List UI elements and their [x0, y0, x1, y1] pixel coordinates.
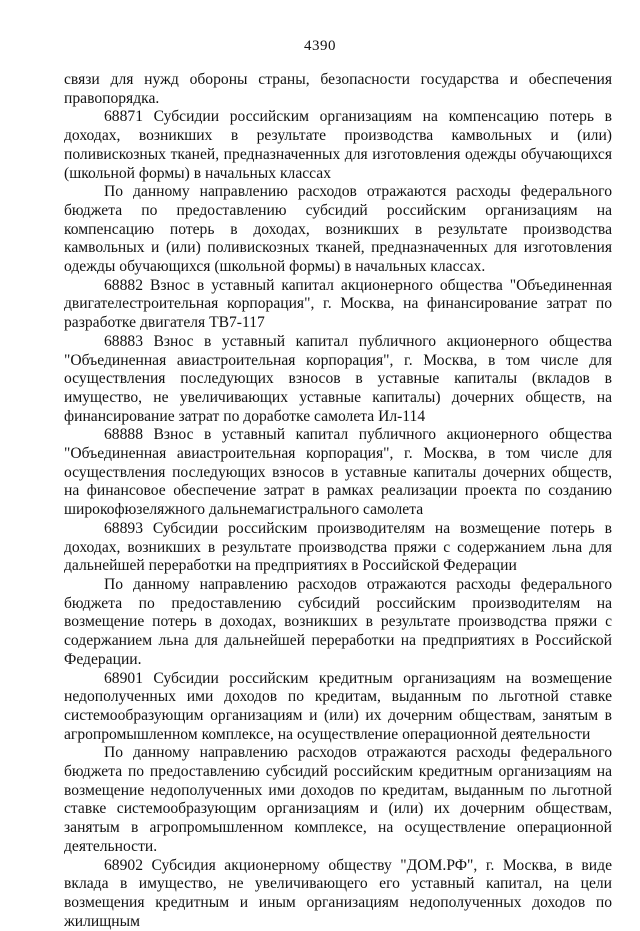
paragraph-68893-description: По данному направлению расходов отражаются расходы федерального бюджета по предоставлению субсидий российским производителям на возмещение потерь в доходах, возникших в результате производства пряжи с содержанием льна для дальнейшей переработки на предприятиях в Российской Федерации. — [64, 575, 612, 668]
page-number: 4390 — [304, 38, 336, 54]
paragraph-68871-description: По данному направлению расходов отражаются расходы федерального бюджета по предоставлению субсидий российским организациям на компенсацию потерь в доходах, возникших в результате производства камвольных и (или) поливискозных тканей, предназначенных для изготовления одежды обучающихся (школьной формы) в начальных классах. — [64, 183, 612, 276]
paragraph-68888-heading: 68888 Взнос в уставный капитал публичного акционерного общества "Объединенная авиастроительная корпорация", г. Москва, в том числе для осуществления последующих взносов в уставные капиталы дочерних обществ, на финансовое обеспечение затрат в рамках реализации проекта по созданию широкофюзеляжного дальнемагистрального самолета — [64, 426, 612, 519]
paragraph-68901-description: По данному направлению расходов отражаются расходы федерального бюджета по предоставлению субсидий российским кредитным организациям на возмещение недополученных ими доходов по кредитам, выданным по льготной ставке системообразующим организациям и (или) их дочерним обществам, занятым в агропромышленном комплексе, на осуществление операционной деятельности. — [64, 744, 612, 855]
paragraph-68883-heading: 68883 Взнос в уставный капитал публичного акционерного общества "Объединенная авиастроительная корпорация", г. Москва, в том числе для осуществления последующих взносов в уставные капиталы (вкладов в имущество, не увеличивающих уставные капиталы) дочерних обществ, на финансирование затрат по доработке самолета Ил-114 — [64, 332, 612, 425]
document-body — [64, 71, 612, 931]
paragraph-68901-heading: 68901 Субсидии российским кредитным организациям на возмещение недополученных ими доходов по кредитам, выданным по льготной ставке системообразующим организациям и (или) их дочерним обществам, занятым в агропромышленном комплексе, на осуществление операционной деятельности — [64, 669, 612, 743]
paragraph-68871-heading: 68871 Субсидии российским организациям на компенсацию потерь в доходах, возникших в результате производства камвольных и (или) поливискозных тканей, предназначенных для изготовления одежды обучающихся (школьной формы) в начальных классах — [64, 108, 612, 182]
paragraph-68902-heading: 68902 Субсидия акционерному обществу "ДОМ.РФ", г. Москва, в виде вклада в имущество, не увеличивающего его уставный капитал, на цели возмещения кредитным и иным организациям недополученных доходов по жилищным — [64, 856, 612, 930]
paragraph-68893-heading: 68893 Субсидии российским производителям на возмещение потерь в доходах, возникших в результате производства пряжи с содержанием льна для дальнейшей переработки на предприятиях в Российской Федерации — [64, 519, 612, 575]
paragraph-68882-heading: 68882 Взнос в уставный капитал акционерного общества "Объединенная двигателестроительная корпорация", г. Москва, на финансирование затрат по разработке двигателя ТВ7-117 — [64, 276, 612, 332]
paragraph-continuation: связи для нужд обороны страны, безопасности государства и обеспечения правопорядка. — [64, 71, 612, 107]
